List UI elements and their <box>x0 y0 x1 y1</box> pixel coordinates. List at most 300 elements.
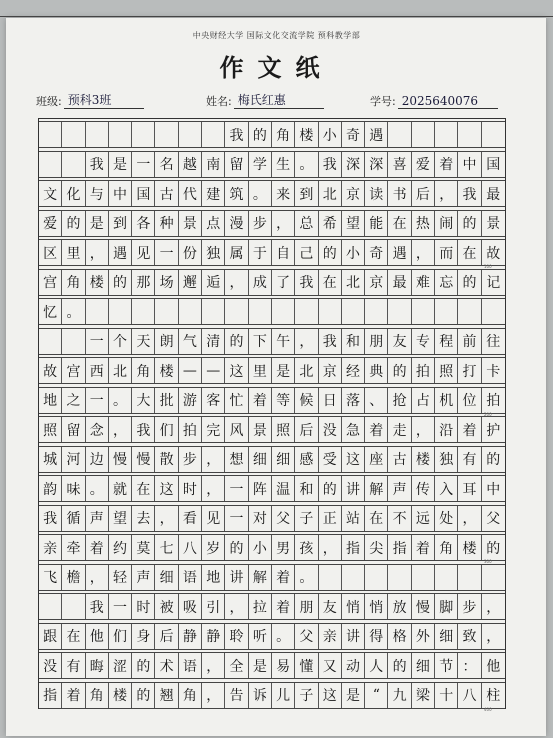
grid-cell: 岁 <box>202 535 225 560</box>
grid-cell: 中 <box>458 152 481 177</box>
grid-cell: ， <box>412 240 435 265</box>
grid-cell: 细 <box>155 565 178 590</box>
grid-cell: 动 <box>342 653 365 678</box>
grid-cell: 点 <box>202 211 225 236</box>
grid-cell: 来 <box>272 181 295 206</box>
grid-cell: 游 <box>179 388 202 413</box>
grid-cell: ， <box>86 565 109 590</box>
grid-cell <box>435 565 458 590</box>
grid-cell <box>39 594 62 619</box>
grid-cell: 是 <box>109 152 132 177</box>
grid-cell: 轻 <box>109 565 132 590</box>
grid-cell: 引 <box>202 594 225 619</box>
grid-cell: 爱 <box>39 211 62 236</box>
grid-row <box>39 269 505 296</box>
grid-cell: 遇 <box>388 240 411 265</box>
name-label: 姓名: <box>206 95 232 108</box>
grid-cell: 这 <box>225 358 248 383</box>
grid-cell: 人 <box>365 653 388 678</box>
grid-row <box>39 652 505 679</box>
grid-cell: 的 <box>225 535 248 560</box>
char-count-mark: 400 <box>484 706 492 712</box>
grid-cell: ， <box>202 683 225 708</box>
grid-cell: 客 <box>202 388 225 413</box>
grid-cell: 护 <box>486 422 501 439</box>
grid-cell: 在 <box>132 476 155 501</box>
grid-cell <box>249 299 272 324</box>
grid-cell: 在 <box>62 624 85 649</box>
grid-row <box>39 475 505 502</box>
grid-cell: 我 <box>86 594 109 619</box>
grid-cell: 宫 <box>39 270 62 295</box>
grid-cell <box>225 299 248 324</box>
grid-cell: 照 <box>272 417 295 442</box>
grid-cell: 诉 <box>249 683 272 708</box>
grid-cell: 到 <box>295 181 318 206</box>
grid-cell: ， <box>458 506 481 531</box>
grid-cell: 一 <box>86 388 109 413</box>
grid-cell: 角 <box>272 122 295 147</box>
grid-cell: 们 <box>109 624 132 649</box>
grid-cell: 深 <box>342 152 365 177</box>
grid-cell: 京 <box>365 270 388 295</box>
grid-cell: 独 <box>202 240 225 265</box>
grid-cell: 故 <box>486 245 501 262</box>
grid-cell <box>412 565 435 590</box>
grid-cell: 指 <box>342 535 365 560</box>
grid-cell: 循 <box>62 506 85 531</box>
grid-cell <box>342 565 365 590</box>
grid-cell: ： <box>458 653 481 678</box>
grid-cell: 我 <box>458 181 481 206</box>
grid-cell: 温 <box>272 476 295 501</box>
grid-cell: 有 <box>458 447 481 472</box>
grid-cell: 南 <box>202 152 225 177</box>
grid-cell: 拉 <box>249 594 272 619</box>
student-id-label: 学号: <box>370 95 396 108</box>
grid-cell: 宫 <box>62 358 85 383</box>
grid-cell: 我 <box>225 122 248 147</box>
grid-cell: 九 <box>388 683 411 708</box>
grid-cell: 对 <box>249 506 272 531</box>
grid-cell <box>365 565 388 590</box>
grid-cell: 的 <box>486 540 501 557</box>
grid-cell: 和 <box>342 329 365 354</box>
grid-cell: 后 <box>295 417 318 442</box>
grid-cell: 忆 <box>39 299 62 324</box>
grid-cell: 古 <box>388 447 411 472</box>
grid-cell: ， <box>155 506 178 531</box>
grid-cell: 位 <box>458 388 481 413</box>
grid-cell: 了 <box>272 270 295 295</box>
grid-cell: 语 <box>179 565 202 590</box>
grid-cell <box>388 122 411 147</box>
grid-cell: 感 <box>295 447 318 472</box>
grid-cell: 小 <box>342 240 365 265</box>
grid-cell: 传 <box>412 476 435 501</box>
grid-cell: 这 <box>155 476 178 501</box>
grid-cell: 生 <box>272 152 295 177</box>
grid-cell <box>482 299 505 324</box>
char-count-mark: 300 <box>484 559 492 564</box>
grid-cell: 着 <box>249 388 272 413</box>
grid-cell: 着 <box>365 417 388 442</box>
grid-cell <box>435 122 458 147</box>
grid-cell: 。 <box>272 624 295 649</box>
grid-cell: 就 <box>109 476 132 501</box>
grid-cell: 的 <box>388 358 411 383</box>
grid-cell: ， <box>435 181 458 206</box>
grid-cell: 一 <box>132 152 155 177</box>
grid-cell <box>342 299 365 324</box>
grid-cell: 北 <box>109 358 132 383</box>
grid-cell: 气 <box>179 329 202 354</box>
grid-cell: 步 <box>458 594 481 619</box>
grid-cell: 细 <box>272 447 295 472</box>
grid-cell: 一 <box>109 594 132 619</box>
grid-cell: 放 <box>388 594 411 619</box>
grid-cell: 留 <box>225 152 248 177</box>
grid-cell: 难 <box>412 270 435 295</box>
grid-row <box>39 682 505 709</box>
grid-cell: 大 <box>132 388 155 413</box>
grid-cell: 我 <box>295 270 318 295</box>
grid-cell <box>132 122 155 147</box>
grid-cell: 场 <box>155 270 178 295</box>
grid-cell: 城 <box>39 447 62 472</box>
grid-cell: 楼 <box>295 122 318 147</box>
grid-cell: 抢 <box>388 388 411 413</box>
grid-cell: 楼 <box>86 270 109 295</box>
grid-cell: ， <box>486 629 501 645</box>
grid-cell: 没 <box>39 653 62 678</box>
grid-cell <box>482 565 505 590</box>
grid-cell: 午 <box>272 329 295 354</box>
grid-cell: 越 <box>179 152 202 177</box>
grid-cell: “ <box>365 683 388 708</box>
grid-cell: 漫 <box>225 211 248 236</box>
grid-cell <box>39 329 62 354</box>
grid-cell: 亲 <box>39 535 62 560</box>
grid-cell: 着 <box>458 417 481 442</box>
grid-cell <box>155 299 178 324</box>
grid-cell: 照 <box>39 417 62 442</box>
grid-cell: 逅 <box>202 270 225 295</box>
grid-cell <box>272 299 295 324</box>
grid-cell: 的 <box>225 329 248 354</box>
grid-cell: ， <box>295 329 318 354</box>
grid-cell: 中 <box>109 181 132 206</box>
grid-cell: 解 <box>249 565 272 590</box>
grid-cell: 角 <box>62 270 85 295</box>
grid-cell: ， <box>225 594 248 619</box>
grid-cell: ， <box>202 447 225 472</box>
grid-cell: 的 <box>458 211 481 236</box>
grid-cell: 一 <box>86 329 109 354</box>
grid-cell <box>412 299 435 324</box>
grid-cell: 晦 <box>86 653 109 678</box>
grid-cell: 故 <box>39 358 62 383</box>
grid-cell <box>365 299 388 324</box>
grid-cell: 小 <box>249 535 272 560</box>
grid-cell: 着 <box>272 594 295 619</box>
grid-row <box>39 505 505 532</box>
grid-cell: 清 <box>202 329 225 354</box>
grid-cell <box>458 122 481 147</box>
grid-cell: 细 <box>435 624 458 649</box>
grid-cell: 着 <box>62 683 85 708</box>
grid-cell: 打 <box>458 358 481 383</box>
grid-cell: 散 <box>155 447 178 472</box>
grid-cell: 讲 <box>342 624 365 649</box>
grid-cell: 时 <box>132 594 155 619</box>
grid-row <box>39 446 505 473</box>
grid-cell: 一 <box>155 240 178 265</box>
institution-header: 中央财经大学 国际文化交流学院 预科教学部 <box>192 31 361 40</box>
grid-cell: 七 <box>155 535 178 560</box>
grid-cell: 里 <box>249 358 272 383</box>
grid-cell: 父 <box>295 624 318 649</box>
grid-cell: 书 <box>388 181 411 206</box>
grid-cell <box>109 122 132 147</box>
grid-cell: 一 <box>225 476 248 501</box>
grid-cell: 脚 <box>435 594 458 619</box>
grid-cell: 朋 <box>365 329 388 354</box>
grid-row <box>39 121 505 148</box>
grid-cell: 等 <box>272 388 295 413</box>
grid-cell: 声 <box>132 565 155 590</box>
class-label: 班级: <box>36 95 62 108</box>
grid-cell: 遇 <box>365 122 388 147</box>
grid-cell: 走 <box>388 417 411 442</box>
grid-cell: 在 <box>365 506 388 531</box>
grid-cell: 八 <box>179 535 202 560</box>
grid-cell: 望 <box>342 211 365 236</box>
grid-cell: 候 <box>295 388 318 413</box>
grid-cell: 筑 <box>225 181 248 206</box>
grid-cell: 外 <box>412 624 435 649</box>
grid-cell: 被 <box>155 594 178 619</box>
grid-row <box>39 387 505 414</box>
grid-cell: 往 <box>486 334 501 350</box>
grid-cell: 跟 <box>39 624 62 649</box>
grid-cell: ， <box>272 211 295 236</box>
grid-cell: 韵 <box>39 476 62 501</box>
grid-cell: 着 <box>86 535 109 560</box>
grid-cell: 独 <box>435 447 458 472</box>
grid-cell <box>109 299 132 324</box>
grid-cell: 是 <box>249 653 272 678</box>
grid-cell: 。 <box>295 565 318 590</box>
grid-cell: 照 <box>435 358 458 383</box>
grid-cell: 希 <box>319 211 342 236</box>
grid-cell: 有 <box>62 653 85 678</box>
grid-cell: 他 <box>486 658 501 675</box>
grid-row <box>39 623 505 650</box>
grid-cell <box>482 122 505 147</box>
grid-cell: 约 <box>109 535 132 560</box>
grid-cell: ， <box>202 476 225 501</box>
grid-cell: ， <box>412 417 435 442</box>
grid-cell: 急 <box>342 417 365 442</box>
grid-cell: 天 <box>132 329 155 354</box>
grid-cell: 步 <box>179 447 202 472</box>
grid-cell: 个 <box>109 329 132 354</box>
grid-cell: 地 <box>202 565 225 590</box>
grid-cell <box>319 565 342 590</box>
grid-cell: 我 <box>86 152 109 177</box>
grid-cell: 步 <box>249 211 272 236</box>
grid-cell: 、 <box>365 388 388 413</box>
grid-row <box>39 357 505 384</box>
grid-cell: 座 <box>365 447 388 472</box>
grid-cell: 莫 <box>132 535 155 560</box>
grid-cell: 在 <box>458 240 481 265</box>
grid-cell <box>458 299 481 324</box>
grid-cell: ， <box>86 240 109 265</box>
grid-cell: 古 <box>155 181 178 206</box>
grid-cell: 耳 <box>458 476 481 501</box>
grid-cell: 又 <box>319 653 342 678</box>
grid-cell <box>295 299 318 324</box>
grid-cell: 的 <box>109 270 132 295</box>
grid-cell: 八 <box>458 683 481 708</box>
grid-cell: 父 <box>272 506 295 531</box>
grid-cell: 们 <box>155 417 178 442</box>
grid-cell: 吸 <box>179 594 202 619</box>
grid-cell: 完 <box>202 417 225 442</box>
grid-cell: 讲 <box>342 476 365 501</box>
grid-cell: 留 <box>62 417 85 442</box>
grid-cell: 专 <box>412 329 435 354</box>
grid-cell: 我 <box>319 329 342 354</box>
grid-cell: ， <box>225 270 248 295</box>
grid-cell <box>62 122 85 147</box>
grid-cell: 解 <box>365 476 388 501</box>
grid-cell: 见 <box>202 506 225 531</box>
grid-cell: 指 <box>39 683 62 708</box>
page-title: 作文纸 <box>219 53 334 82</box>
grid-row <box>39 210 505 237</box>
grid-cell: 学 <box>249 152 272 177</box>
grid-cell: 角 <box>179 683 202 708</box>
grid-cell: 经 <box>342 358 365 383</box>
grid-cell: 沿 <box>435 417 458 442</box>
grid-cell: 儿 <box>272 683 295 708</box>
header-rule <box>0 16 553 17</box>
grid-cell: 角 <box>86 683 109 708</box>
grid-cell: ， <box>202 653 225 678</box>
grid-cell: 边 <box>86 447 109 472</box>
grid-row <box>39 239 505 266</box>
grid-cell: ， <box>319 535 342 560</box>
grid-cell: 前 <box>458 329 481 354</box>
grid-cell: 在 <box>319 270 342 295</box>
char-count-mark: 100 <box>484 264 492 269</box>
grid-cell: 爱 <box>412 152 435 177</box>
grid-cell: 拍 <box>179 417 202 442</box>
grid-cell: 致 <box>458 624 481 649</box>
grid-cell: 河 <box>62 447 85 472</box>
grid-cell: 去 <box>132 506 155 531</box>
grid-cell <box>435 299 458 324</box>
class-field <box>36 91 144 109</box>
grid-cell: 楼 <box>412 447 435 472</box>
grid-cell <box>202 299 225 324</box>
grid-cell: 朗 <box>155 329 178 354</box>
grid-cell: 子 <box>295 506 318 531</box>
grid-cell: — <box>202 358 225 383</box>
grid-cell: 文 <box>39 181 62 206</box>
grid-cell: 北 <box>295 358 318 383</box>
grid-cell: 是 <box>86 211 109 236</box>
grid-cell: 味 <box>62 476 85 501</box>
grid-cell: 身 <box>132 624 155 649</box>
grid-cell: 梁 <box>412 683 435 708</box>
grid-row <box>39 151 505 178</box>
grid-row <box>39 328 505 355</box>
grid-cell: 的 <box>319 476 342 501</box>
grid-cell: 份 <box>179 240 202 265</box>
grid-cell: 闹 <box>435 211 458 236</box>
name-value: 梅氏红惠 <box>234 91 324 109</box>
grid-cell: 落 <box>342 388 365 413</box>
grid-cell <box>155 122 178 147</box>
grid-cell: 细 <box>249 447 272 472</box>
grid-cell: 拍 <box>412 358 435 383</box>
grid-cell: 成 <box>249 270 272 295</box>
grid-cell <box>202 122 225 147</box>
grid-cell: 他 <box>86 624 109 649</box>
grid-cell: 悄 <box>365 594 388 619</box>
grid-cell: 这 <box>342 447 365 472</box>
grid-row <box>39 534 505 561</box>
grid-cell: ， <box>486 599 501 616</box>
grid-cell: 后 <box>155 624 178 649</box>
grid-cell: 之 <box>62 388 85 413</box>
grid-cell: 声 <box>86 506 109 531</box>
grid-cell: 着 <box>272 565 295 590</box>
grid-cell: 翘 <box>155 683 178 708</box>
grid-cell: 建 <box>202 181 225 206</box>
grid-cell: ， <box>109 417 132 442</box>
grid-cell <box>86 122 109 147</box>
grid-cell: 批 <box>155 388 178 413</box>
grid-cell: 指 <box>388 535 411 560</box>
grid-cell <box>388 565 411 590</box>
grid-cell: 静 <box>202 624 225 649</box>
grid-cell: 京 <box>319 358 342 383</box>
grid-cell: 细 <box>412 653 435 678</box>
grid-cell: 占 <box>412 388 435 413</box>
grid-cell: 柱 <box>486 688 501 704</box>
grid-cell: 静 <box>179 624 202 649</box>
grid-cell: 的 <box>458 270 481 295</box>
grid-cell: 亲 <box>319 624 342 649</box>
grid-cell: 想 <box>225 447 248 472</box>
grid-cell: 是 <box>342 683 365 708</box>
grid-cell: 一 <box>225 506 248 531</box>
grid-cell: 阵 <box>249 476 272 501</box>
grid-cell: 区 <box>39 240 62 265</box>
grid-cell: 景 <box>249 417 272 442</box>
grid-cell: 牵 <box>62 535 85 560</box>
grid-cell: 自 <box>272 240 295 265</box>
grid-cell: 的 <box>319 240 342 265</box>
grid-cell: 奇 <box>365 240 388 265</box>
grid-row <box>39 564 505 591</box>
grid-cell: 聆 <box>225 624 248 649</box>
